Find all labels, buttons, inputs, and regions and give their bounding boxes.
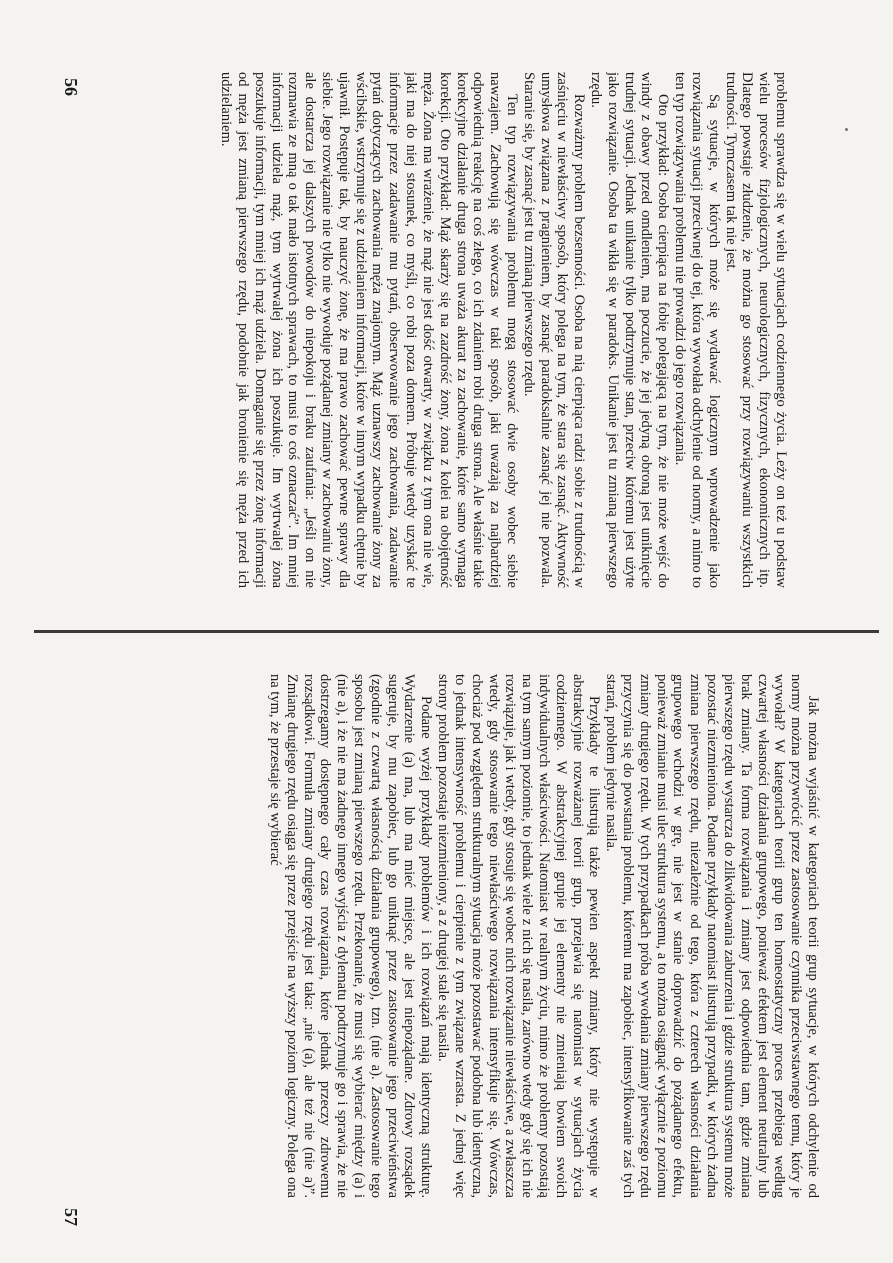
page-number: 56 [61, 78, 81, 96]
left-page-body [89, 72, 789, 588]
paragraph: Są sytuacje, w których może się wydawać logicznym wprowadzenie jako rozwiązania sytuacji przeciwnej do tej, która wywołała odchylenie od normy, a mimo to ten typ rozwiązywania problemu nie prowadzi do jego rozwiązania. [672, 72, 722, 588]
paragraph: Podane wyżej przykłady problemów i ich rozwiązań mają identyczną strukturę. Wydarzenie (a) ma, lub ma mieć miejsce, ale jest niepożądane. Zdrowy rozsądek sugeruje, by mu zapobiec, lub go uniknąć przez zastosowanie jego przeciwieństwa (zgodnie z czwartą własnością działania grupowego), tzn. (nie a). Zastosowanie tego sposobu jest zmianą pierwszego rzędu. Przekonanie, że musi się wybierać między (a) i (nie a), i że nie ma żadnego innego wyjścia z dylematu podtrzymuje go i sprawia, że nie dostrzegamy dostępnego cały czas rozwiązania, które jednak przeczy zdrowemu rozsądkowi. Formuła zmiany drugiego rzędu jest taka: „nie (a), ale też nie (nie a)”. Zmianę drugiego rzędu osiąga się przez przejście na wyższy poziom logiczny. Polega ona na tym, że przestaje się wybierać [267, 674, 435, 1198]
paragraph: Jak można wyjaśnić w kategoriach teorii grup sytuacje, w których odchylenie od normy można przywrócić przez zastosowanie czynnika przeciwstawnego temu, który je wywołał? W kategoriach teorii grup ten homeostatyczny proces przebiega według czwartej własności działania grupowego, ponieważ efektem jest element neutralny lub brak zmiany. Ta forma rozwiązania i zmiany jest odpowiednia tam, gdzie zmiana pierwszego rzędu wystarcza do zlikwidowania zaburzenia i gdzie struktura systemu może pozostać niezmieniona. Podane przykłady natomiast ilustrują przypadki, w których żadna zmiana pierwszego rzędu, niezależnie od tego, która z czterech własności działania grupowego wchodzi w grę, nie jest w stanie doprowadzić do pożądanego efektu, ponieważ zmianie musi ulec struktura systemu, a to można osiągnąć wyłącznie z poziomu zmiany drugiego rzędu. W tych przypadkach próba wywołania zmiany pierwszego rzędu przyczynia się do powstania problemu, któremu ma zapobiec, intensyfikowanie zaś tych starań, problem jedynie nasila. [603, 674, 821, 1198]
paragraph: Ten typ rozwiązywania problemu mogą stosować dwie osoby wobec siebie nawzajem. Zachowują się wówczas w taki sposób, jaki uważają za najbardziej odpowiednią reakcję na coś złego, co ich zdaniem robi druga strona. Ale właśnie takie korekcyjne działanie druga strona uważa akurat za zachowanie, które samo wymaga korekcji. Oto przykład: Mąż skarży się na zazdrość żony, żona z kolei na obojętność męża. Żona ma wrażenie, że mąż nie jest dość otwarty, w związku z tym ona nie wie, jaki ma do niej stosunek, co myśli, co robi poza domem. Próbuje wtedy uzyskać te informacje przez zadawanie mu pytań, obserwowanie jego zachowania, zadawanie pytań dotyczących zachowania męża znajomym. Mąż uznawszy zachowanie żony za wścibskie, wstrzymuje się z udzielaniem informacji, które w innym wypadku chętnie by ujawnił. Postępuje tak, by nauczyć żonę, że ma prawo zachować pewne sprawy dla siebie. Jego rozwiązanie nie tylko nie wywołuje pożądanej zmiany w zachowaniu żony, ale dostarcza jej dalszych powodów do niepokoju i braku zaufania: „Jeśli on nie rozmawia ze mną o tak mało istotnych sprawach, to musi to coś oznaczać”. Im mniej informacji udziela mąż, tym wytrwalej żona ich poszukuje. Im wytrwalej żona poszukuje informacji, tym mniej ich mąż udziela. Domaganie się przez żonę informacji od męża jest zmianą pierwszego rzędu, podobnie jak bronienie się męża przed ich udzielaniem. [218, 72, 520, 588]
left-page [0, 0, 893, 626]
paragraph: Oto przykład: Osoba cierpiąca na fobię polegającą na tym, że nie może wejść do windy z obawy przed omdleniem, ma poczucie, że jej jedyną obroną jest uniknięcie trudnej sytuacji. Jednak unikanie tylko podtrzymuje stan, przeciw któremu jest użyte jako rozwiązanie. Osoba ta wikła się w paradoks. Unikanie jest tu zmianą pierwszego rzędu. [588, 72, 672, 588]
right-page-body [109, 674, 821, 1198]
gutter-line [34, 630, 879, 633]
paragraph: Rozważmy problem bezsenności. Osoba na nią cierpiąca radzi sobie z trudnością w zaśnięciu w niewłaściwy sposób, który polega na tym, że stara się zasnąć. Aktywność umysłowa związana z pragnieniem, by zasnąć paradoksalnie zasnąć jej nie pozwala. Staranie się, by zasnąć jest tu zmianą pierwszego rzędu. [520, 72, 588, 588]
page-number: 57 [61, 1208, 81, 1226]
right-page [0, 640, 893, 1263]
paragraph: Przykłady te ilustrują także pewien aspekt zmiany, który nie występuje w abstrakcyjnie rozważanej teorii grup, przejawia się natomiast w sytuacjach życia codziennego. W abstrakcyjnej grupie jej elementy nie zmieniają bowiem swoich indywidualnych właściwości. Natomiast w realnym życiu, mimo że problemy pozostają na tym samym poziomie, to jednak wiele z nich się nasila, zarówno wtedy gdy się ich nie rozwiązuje, jak i wtedy, gdy stosuje się wobec nich rozwiązanie niewłaściwe, a zwłaszcza wtedy, gdy stosowanie tego niewłaściwego rozwiązania intensyfikuje się. Wówczas, chociaż pod względem strukturalnym sytuacja może pozostawać podobna lub identyczna, to jednak intensywność problemu i cierpienie z tym związane wzrasta. Z jednej więc strony problem pozostaje niezmieniony, a z drugiej stale się nasila. [435, 674, 603, 1198]
paragraph: problemu sprawdza się w wielu sytuacjach codziennego życia. Leży on też u podstaw wielu procesów fizjologicznych, neurologicznych, fizycznych, ekonomicznych itp. Dlatego powstaje złudzenie, że można go stosować przy rozwiązywaniu wszystkich trudności. Tymczasem tak nie jest. [722, 72, 789, 588]
